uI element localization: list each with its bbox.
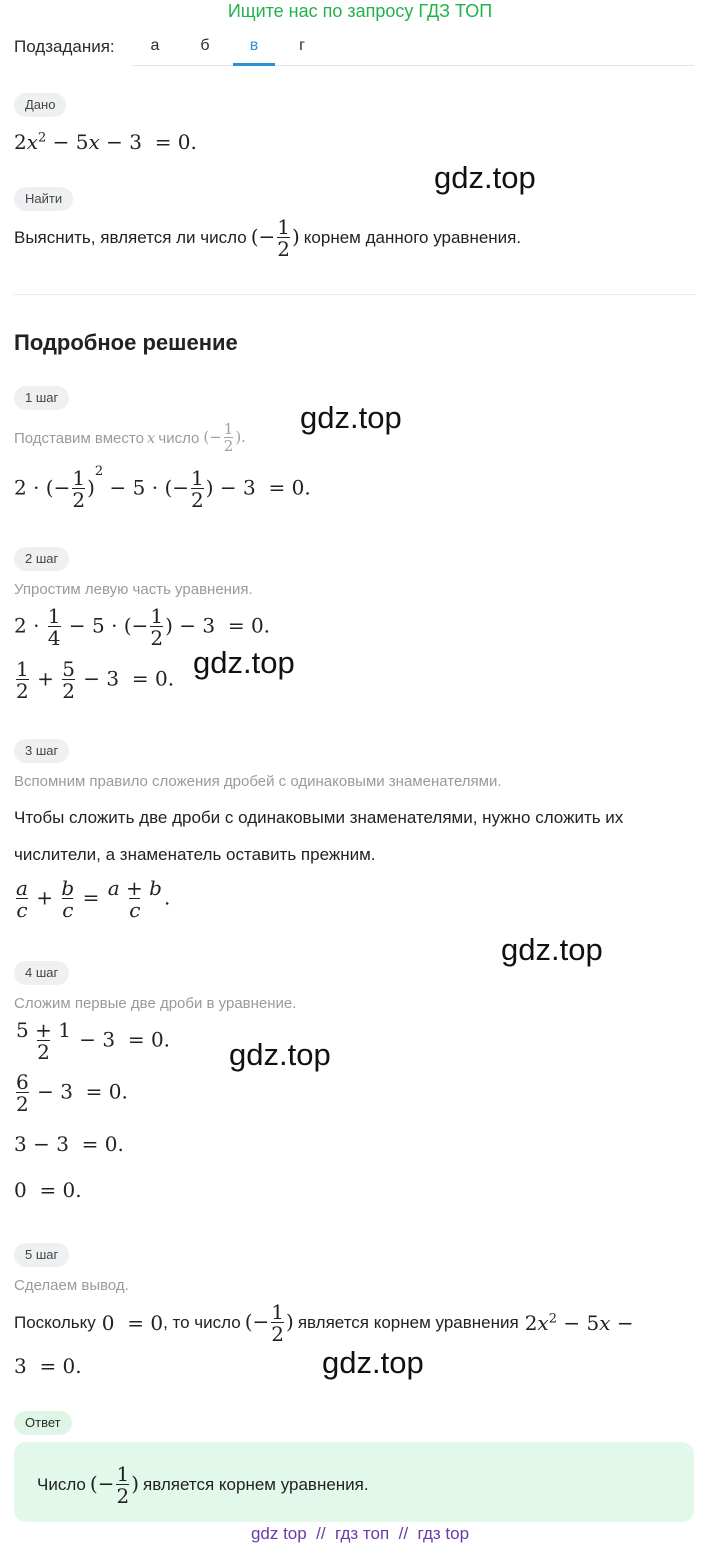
- watermark: gdz.top: [434, 160, 536, 195]
- conclusion-equation-part2: 3 = 0.: [14, 1354, 82, 1378]
- step-5-conclusion: [14, 1302, 634, 1344]
- tab-g[interactable]: г: [299, 37, 305, 54]
- find-fraction: (− $\frac{1}{2}$ ): [250, 215, 300, 261]
- conclusion-equation-part1: $2x^2 - 5x$ −: [524, 1311, 634, 1335]
- step-1-chip: 1 шаг: [14, 386, 69, 410]
- answer-fraction: (− $\frac{1}{2}$ ): [89, 1462, 140, 1508]
- find-text: [14, 217, 521, 259]
- step-1-hint-after: число: [158, 429, 200, 447]
- step-3-chip: 3 шаг: [14, 739, 69, 763]
- find-chip: Найти: [14, 187, 73, 211]
- footer-links: gdz top // гдз топ // гдз top: [250, 1524, 470, 1543]
- tabs-divider: [132, 65, 694, 66]
- step-1-hint-fraction: (− $\frac{1}{2}$ ).: [203, 420, 246, 455]
- given-equation: $2x^2 - 5x - 3 = 0$.: [14, 130, 197, 154]
- step-4-equation-2: $\frac{6}{2}$ − 3 = 0.: [16, 1070, 128, 1116]
- step-4-hint: Сложим первые две дроби в уравнение.: [14, 995, 297, 1012]
- tab-v[interactable]: в: [249, 37, 259, 54]
- tab-b[interactable]: б: [200, 37, 210, 54]
- fraction-rule-formula: $\frac{a}{c}$ + $\frac{b}{c}$ = $\frac{a + b}{c}$ .: [16, 876, 171, 922]
- step-3-rule-line-2: числители, а знаменатель оставить прежним.: [14, 845, 376, 864]
- step-1-equation: 2 · (− $\frac{1}{2}$ )$^2$ − 5 · (− $\frac{1}{2}$ ) − 3 = 0.: [14, 463, 311, 512]
- active-tab-indicator: [233, 63, 275, 66]
- conclusion-after: является корнем уравнения: [297, 1313, 519, 1332]
- conclusion-before: Поскольку: [14, 1313, 96, 1332]
- step-3-hint: Вспомним правило сложения дробей с одинаковыми знаменателями.: [14, 773, 502, 790]
- answer-chip: Ответ: [14, 1411, 72, 1435]
- watermark: gdz.top: [322, 1345, 424, 1380]
- step-1-hint: [14, 422, 246, 454]
- given-chip: Дано: [14, 93, 66, 117]
- step-2-hint: Упростим левую часть уравнения.: [14, 581, 253, 598]
- watermark: gdz.top: [229, 1037, 331, 1072]
- find-text-before: Выяснить, является ли число: [14, 228, 247, 247]
- section-divider: [14, 294, 696, 295]
- step-2-equation-1: 2 · $\frac{1}{4}$ − 5 · (− $\frac{1}{2}$ ) − 3 = 0.: [14, 604, 271, 650]
- step-4-equation-4: 0 = 0.: [14, 1178, 82, 1202]
- answer-text: [37, 1464, 369, 1506]
- step-5-hint: Сделаем вывод.: [14, 1277, 129, 1294]
- step-4-equation-1: $\frac{5 + 1}{2}$ − 3 = 0.: [16, 1018, 171, 1064]
- x-variable: x: [146, 429, 156, 447]
- step-4-chip: 4 шаг: [14, 961, 69, 985]
- search-banner: Ищите нас по запросу ГДЗ ТОП: [227, 1, 493, 21]
- watermark: gdz.top: [193, 645, 295, 680]
- step-2-chip: 2 шаг: [14, 547, 69, 571]
- solution-heading: Подробное решение: [14, 330, 238, 355]
- watermark: gdz.top: [501, 932, 603, 967]
- conclusion-fraction: (− $\frac{1}{2}$ ): [244, 1300, 294, 1346]
- conclusion-mid: , то число: [163, 1313, 241, 1332]
- find-text-after: корнем данного уравнения.: [303, 228, 522, 247]
- step-3-rule-line-1: Чтобы сложить две дроби с одинаковыми знаменателями, нужно сложить их: [14, 808, 624, 827]
- answer-text-after: является корнем уравнения.: [143, 1475, 369, 1494]
- subtasks-label: Подзадания:: [14, 37, 115, 56]
- watermark: gdz.top: [300, 400, 402, 435]
- step-1-hint-before: Подставим вместо: [14, 429, 144, 447]
- answer-text-before: Число: [37, 1475, 86, 1494]
- step-2-equation-2: $\frac{1}{2}$ + $\frac{5}{2}$ − 3 = 0.: [16, 657, 175, 703]
- tab-a[interactable]: а: [150, 37, 160, 54]
- conclusion-zero-eq: 0 = 0: [101, 1311, 164, 1335]
- step-4-equation-3: 3 − 3 = 0.: [14, 1132, 124, 1156]
- step-5-chip: 5 шаг: [14, 1243, 69, 1267]
